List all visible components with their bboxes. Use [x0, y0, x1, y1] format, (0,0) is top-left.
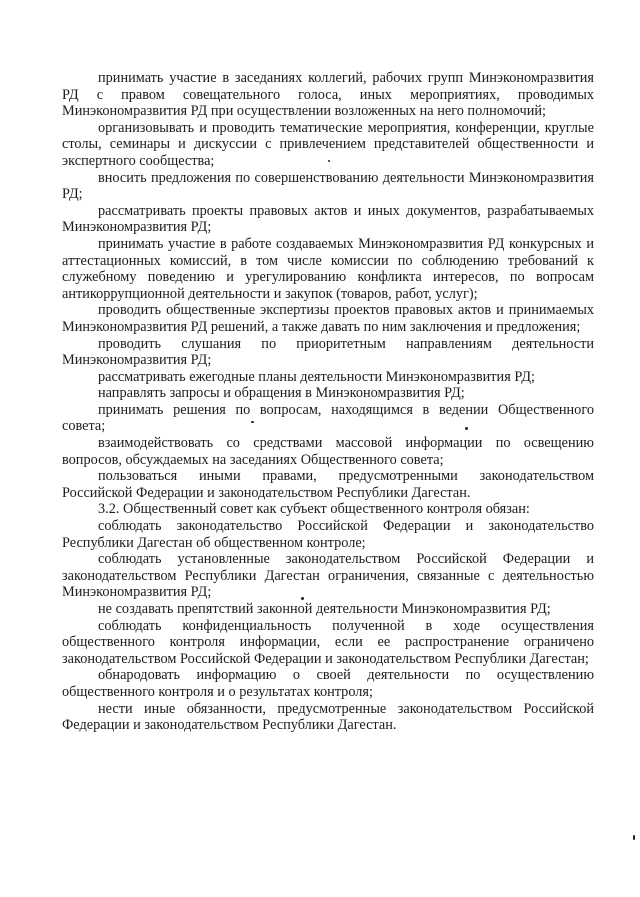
section-heading-3-2: 3.2. Общественный совет как субъект общественного контроля обязан:: [98, 501, 530, 518]
paragraph-3: вносить предложения по совершенствованию деятельности Минэкономразвития РД;: [62, 169, 594, 203]
paragraph-14: соблюдать законодательство Российской Федерации и законодательство Республики Дагестан об общественном контроле;: [62, 518, 594, 551]
paragraph-10: принимать решения по вопросам, находящимся в ведении Общественного совета;: [62, 401, 594, 435]
paragraph-5: принимать участие в работе создаваемых Минэкономразвития РД конкурсных и аттестационных комиссий, в том числе комиссии по соблюдению требований к служебному поведению и урегулированию конфликта интересов, по вопросам антикоррупционной деятельности и закупок (товаров, работ, услуг);: [62, 235, 594, 302]
paragraph-19: нести иные обязанности, предусмотренные законодательством Российской Федерации и законодательством Республики Дагестан.: [62, 700, 594, 734]
paragraph-18: обнародовать информацию о своей деятельности по осуществлению общественного контроля и о результатах контроля;: [62, 667, 594, 700]
scan-speck: [328, 160, 330, 162]
paragraph-12: пользоваться иными правами, предусмотренными законодательством Российской Федерации и законодательством Республики Дагестан.: [62, 468, 594, 501]
paragraph-11: взаимодействовать со средствами массовой информации по освещению вопросов, обсуждаемых на заседаниях Общественного совета;: [62, 435, 594, 468]
paragraph-8: рассматривать ежегодные планы деятельности Минэкономразвития РД;: [98, 368, 535, 385]
paragraph-1: принимать участие в заседаниях коллегий, рабочих групп Минэкономразвития РД с правом совещательного голоса, иных мероприятиях, проводимых Минэкономразвития РД при осуществлении возложенных на него полномочий;: [62, 70, 594, 120]
scan-speck: [633, 835, 635, 840]
document-body: [62, 70, 594, 734]
paragraph-4: рассматривать проекты правовых актов и иных документов, разрабатываемых Минэкономразвития РД;: [62, 202, 594, 236]
paragraph-9: направлять запросы и обращения в Минэкономразвития РД;: [98, 385, 465, 402]
scan-speck: [301, 597, 304, 600]
paragraph-15: соблюдать установленные законодательством Российской Федерации и законодательством Республики Дагестан ограничения, связанные с деятельностью Минэкономразвития РД;: [62, 551, 594, 601]
paragraph-6: проводить общественные экспертизы проектов правовых актов и принимаемых Минэкономразвития РД решений, а также давать по ним заключения и предложения;: [62, 302, 594, 335]
paragraph-2: организовывать и проводить тематические мероприятия, конференции, круглые столы, семинары и дискуссии с привлечением представителей общественности и экспертного сообщества;: [62, 119, 594, 169]
paragraph-16: не создавать препятствий законной деятельности Минэкономразвития РД;: [98, 601, 551, 617]
paragraph-7: проводить слушания по приоритетным направлениям деятельности Минэкономразвития РД;: [62, 335, 594, 369]
paragraph-17: соблюдать конфиденциальность полученной в ходе осуществления общественного контроля информации, если ее распространение ограничено законодательством Российской Федерации и законодательством Республики Дагестан;: [62, 617, 594, 667]
scan-speck: [465, 427, 468, 430]
scan-speck: [251, 421, 254, 423]
